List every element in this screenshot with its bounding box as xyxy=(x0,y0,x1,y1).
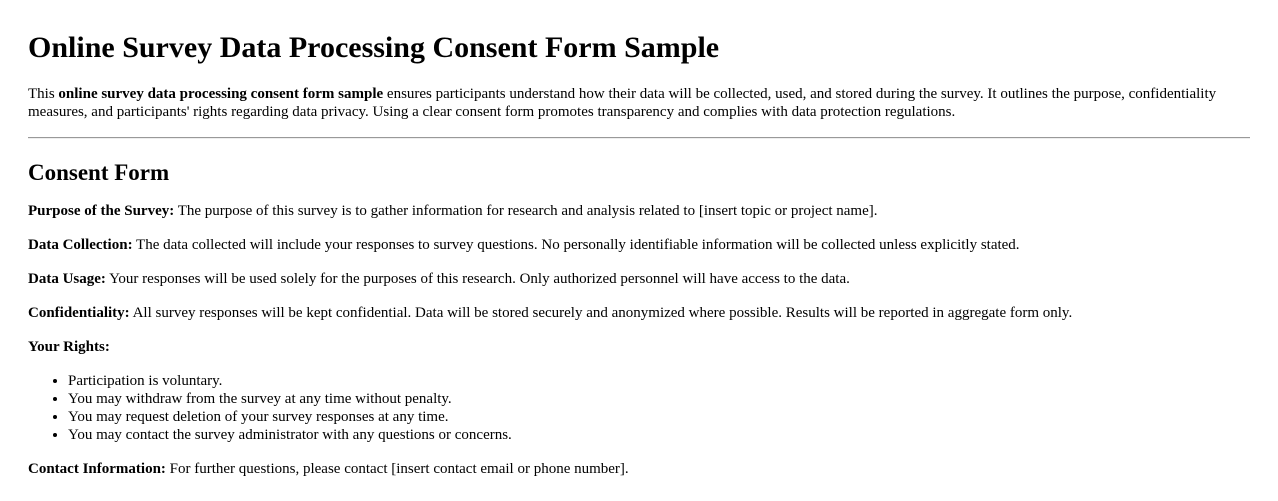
field-data-usage xyxy=(28,270,1250,288)
field-your-rights xyxy=(28,338,1250,356)
field-label: Confidentiality: xyxy=(28,305,130,321)
intro-bold-phrase: online survey data processing consent form sample xyxy=(58,86,384,102)
page-title: Online Survey Data Processing Consent Form Sample xyxy=(28,31,720,64)
field-label: Purpose of the Survey: xyxy=(28,203,175,219)
list-item: • You may request deletion of your survey responses at any time. xyxy=(68,408,1250,426)
list-item: • You may contact the survey administrator with any questions or concerns. xyxy=(68,426,1250,444)
field-text: All survey responses will be kept confidential. Data will be stored securely and anonymized where possible. Results will be reported in aggregate form only. xyxy=(129,305,1073,321)
field-label: Data Usage: xyxy=(28,271,106,287)
intro-suffix: ensures participants understand how their data will be collected, used, and stored during the survey. It outlines the purpose, confidentiality measures, and participants' rights regarding data privacy. Using a clear consent form promotes transparency and complies with data protection regulations. xyxy=(28,86,1217,120)
field-text: For further questions, please contact [insert contact email or phone number]. xyxy=(165,461,629,477)
rights-list xyxy=(28,372,1250,444)
field-data-collection xyxy=(28,236,1250,254)
intro-paragraph xyxy=(28,85,1250,121)
list-item: • Participation is voluntary. xyxy=(68,372,1250,390)
field-label: Your Rights: xyxy=(28,339,110,355)
field-confidentiality xyxy=(28,304,1250,322)
field-text: The purpose of this survey is to gather information for research and analysis related to [insert topic or project name]. xyxy=(174,203,878,219)
field-contact-information xyxy=(28,460,1250,478)
list-item: • You may withdraw from the survey at any time without penalty. xyxy=(68,390,1250,408)
field-text: The data collected will include your responses to survey questions. No personally identifiable information will be collected unless explicitly stated. xyxy=(132,237,1020,253)
section-heading: Consent Form xyxy=(28,160,170,185)
intro-prefix: This xyxy=(28,86,59,102)
field-purpose xyxy=(28,202,1250,220)
field-label: Data Collection: xyxy=(28,237,133,253)
field-label: Contact Information: xyxy=(28,461,166,477)
field-text: Your responses will be used solely for the purposes of this research. Only authorized personnel will have access to the data. xyxy=(105,271,850,287)
